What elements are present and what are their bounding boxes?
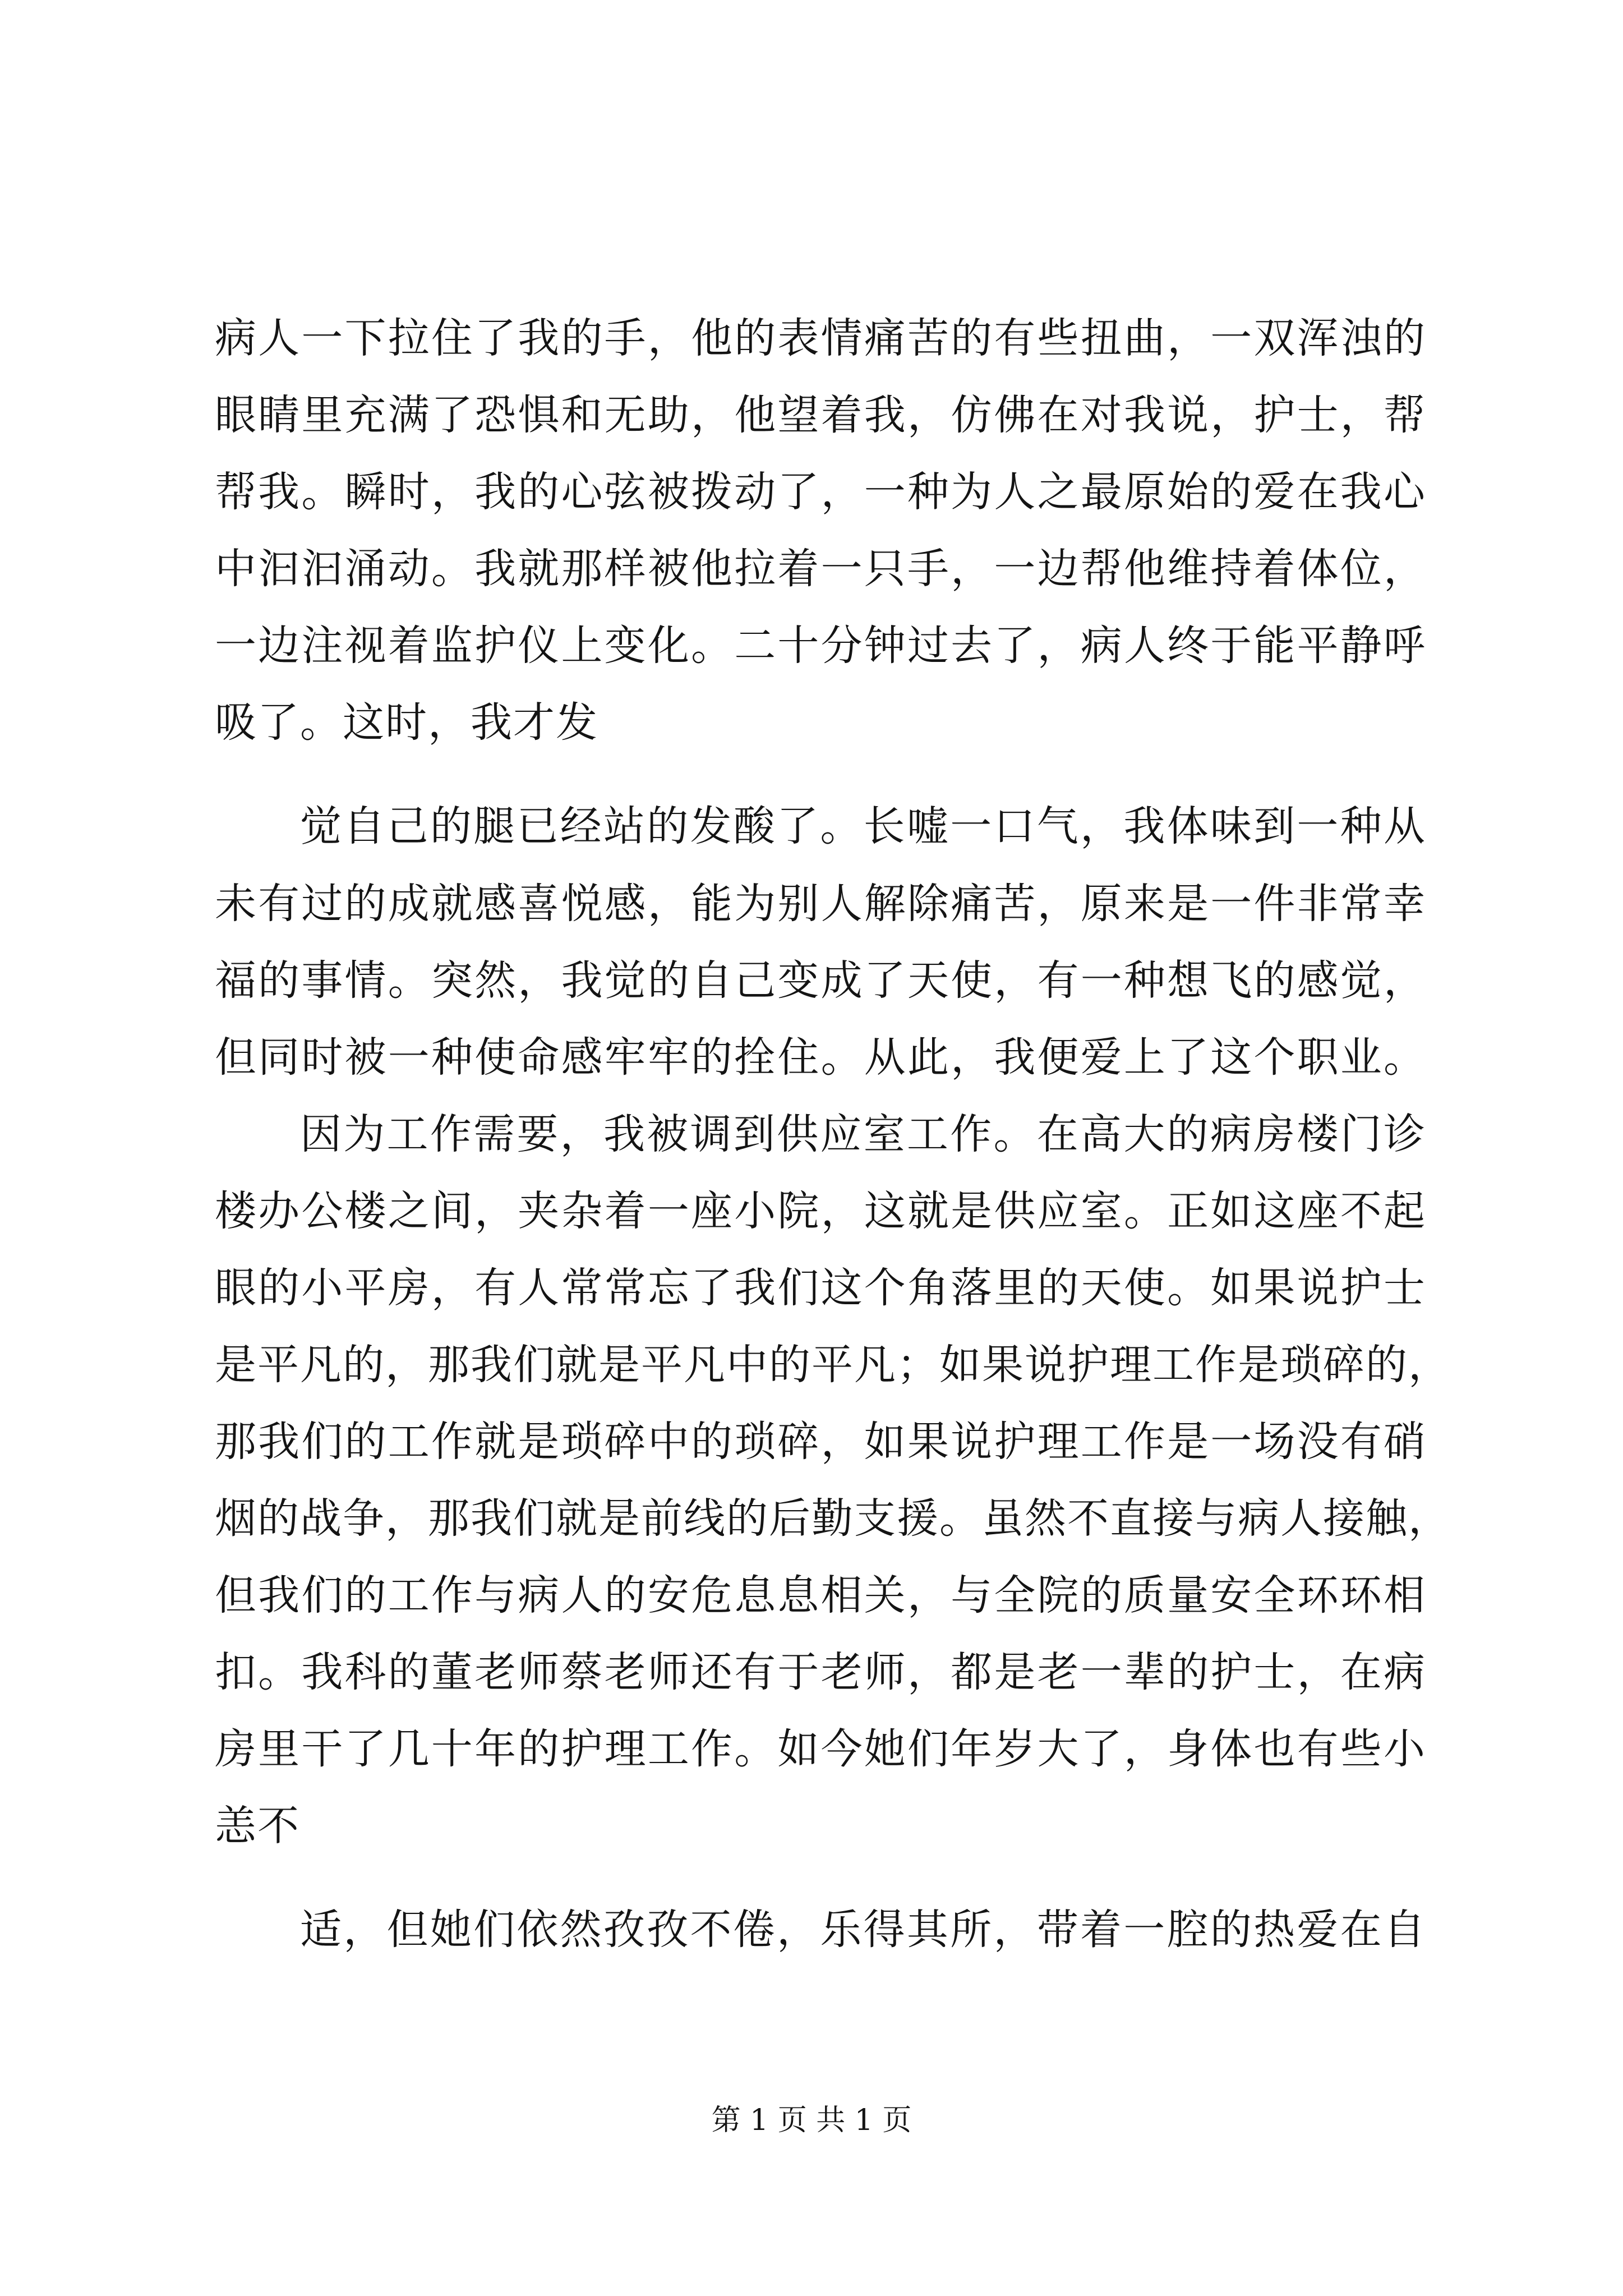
text-line: 楼办公楼之间，夹杂着一座小院，这就是供应室。正如这座不起 (215, 1187, 1426, 1235)
text-line: 眼睛里充满了恐惧和无助，他望着我，仿佛在对我说，护士，帮 (215, 391, 1426, 439)
text-line: 是平凡的，那我们就是平凡中的平凡；如果说护理工作是琐碎的， (215, 1341, 1451, 1389)
text-line: 烟的战争，那我们就是前线的后勤支援。虽然不直接与病人接触， (215, 1494, 1451, 1543)
text-line: 觉自己的腿已经站的发酸了。长嘘一口气，我体味到一种从 (300, 802, 1426, 850)
text-line: 恙不 (215, 1802, 300, 1850)
text-line: 中汩汩涌动。我就那样被他拉着一只手，一边帮他维持着体位， (215, 545, 1426, 593)
text-line: 适，但她们依然孜孜不倦，乐得其所，带着一腔的热爱在自 (300, 1906, 1426, 1954)
text-line: 那我们的工作就是琐碎中的琐碎，如果说护理工作是一场没有硝 (215, 1418, 1426, 1466)
text-line: 一边注视着监护仪上变化。二十分钟过去了，病人终于能平静呼 (215, 622, 1426, 670)
text-line: 福的事情。突然，我觉的自己变成了天使，有一种想飞的感觉， (215, 956, 1426, 1005)
text-line: 帮我。瞬时，我的心弦被拨动了，一种为人之最原始的爱在我心 (215, 468, 1426, 516)
text-line: 因为工作需要，我被调到供应室工作。在高大的病房楼门诊 (300, 1110, 1426, 1158)
text-line: 未有过的成就感喜悦感，能为别人解除痛苦，原来是一件非常幸 (215, 880, 1426, 928)
text-line: 房里干了几十年的护理工作。如今她们年岁大了，身体也有些小 (215, 1725, 1426, 1773)
text-line: 但我们的工作与病人的安危息息相关，与全院的质量安全环环相 (215, 1571, 1426, 1619)
text-line: 眼的小平房，有人常常忘了我们这个角落里的天使。如果说护士 (215, 1264, 1426, 1312)
text-line: 病人一下拉住了我的手，他的表情痛苦的有些扭曲，一双浑浊的 (215, 314, 1426, 362)
text-line: 吸了。这时，我才发 (215, 698, 598, 747)
text-line: 但同时被一种使命感牢牢的拴住。从此，我便爱上了这个职业。 (215, 1033, 1426, 1082)
text-line: 扣。我科的董老师蔡老师还有于老师，都是老一辈的护士，在病 (215, 1648, 1426, 1696)
page-footer: 第 1 页 共 1 页 (711, 2104, 912, 2137)
